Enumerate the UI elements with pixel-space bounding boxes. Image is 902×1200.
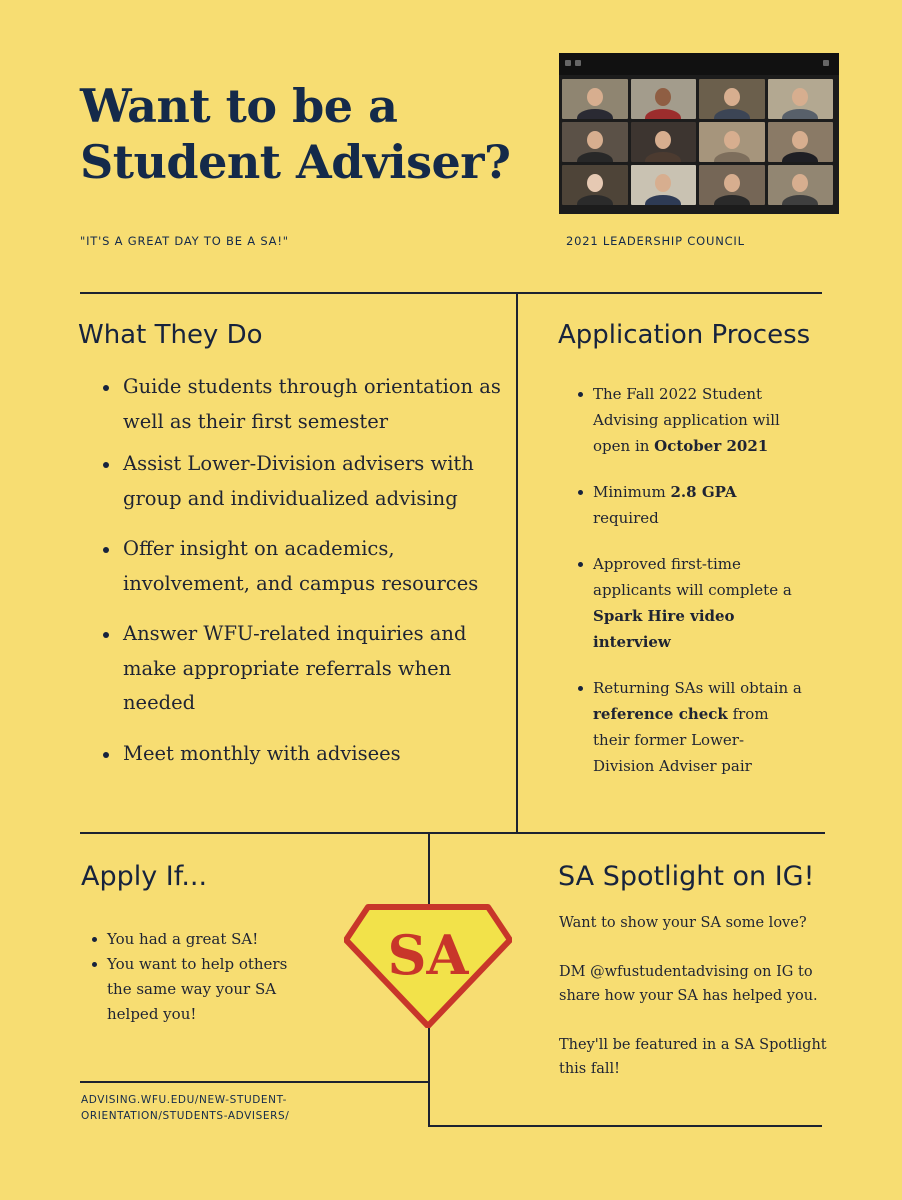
section-heading-spotlight: SA Spotlight on IG!: [558, 861, 815, 892]
video-tile: [699, 165, 765, 205]
photo-caption: 2021 LEADERSHIP COUNCIL: [566, 234, 745, 248]
spotlight-paragraph: DM @wfustudentadvising on IG to share how your SA has helped you.: [559, 963, 818, 1004]
list-item: You had a great SA!: [107, 927, 307, 952]
sa-shield-logo-icon: [344, 904, 512, 1028]
tagline: "IT'S A GREAT DAY TO BE A SA!": [80, 234, 289, 248]
list-item: Guide students through orientation as well as their first semester: [123, 370, 503, 439]
application-process-list: [593, 381, 803, 799]
divider: [80, 292, 822, 294]
what-they-do-list: [123, 370, 503, 771]
list-item: The Fall 2022 Student Advising application will open in October 2021: [593, 381, 803, 459]
divider: [516, 293, 518, 832]
list-item: Offer insight on academics, involvement, and campus resources: [123, 532, 503, 601]
video-tile: [631, 165, 697, 205]
spotlight-paragraph: Want to show your SA some love?: [559, 915, 807, 931]
video-tile: [631, 122, 697, 162]
list-item: Minimum 2.8 GPA required: [593, 479, 803, 531]
video-tile: [631, 79, 697, 119]
spotlight-paragraph: They'll be featured in a SA Spotlight this fall!: [559, 1036, 827, 1077]
page-title: Want to be a Student Adviser?: [80, 79, 511, 189]
divider: [80, 832, 825, 834]
section-heading-application-process: Application Process: [558, 320, 811, 350]
video-tile: [562, 79, 628, 119]
apply-if-list: [107, 927, 307, 1027]
video-call-grid: [562, 79, 836, 205]
website-url: ADVISING.WFU.EDU/NEW-STUDENT-ORIENTATION/STUDENTS-ADVISERS/: [81, 1094, 290, 1122]
video-tile: [768, 79, 834, 119]
section-heading-apply-if: Apply If...: [81, 861, 208, 892]
video-tile: [768, 122, 834, 162]
list-item: Meet monthly with advisees: [123, 737, 503, 772]
video-tile: [699, 122, 765, 162]
video-tile: [768, 165, 834, 205]
logo-text: SA: [387, 923, 469, 987]
video-tile: [699, 79, 765, 119]
section-heading-what-they-do: What They Do: [78, 320, 263, 350]
video-tile: [562, 122, 628, 162]
list-item: Assist Lower-Division advisers with group and individualized advising: [123, 447, 503, 516]
list-item: Returning SAs will obtain a reference check from their former Lower-Division Adviser pair: [593, 675, 803, 779]
list-item: Answer WFU-related inquiries and make appropriate referrals when needed: [123, 617, 503, 721]
divider: [428, 1125, 822, 1127]
divider: [80, 1081, 428, 1083]
list-item: Approved first-time applicants will complete a Spark Hire video interview: [593, 551, 803, 655]
list-item: You want to help others the same way your SA helped you!: [107, 952, 307, 1027]
spotlight-text: [559, 911, 849, 1106]
video-call-toolbar: [559, 53, 839, 75]
group-video-call-photo: [559, 53, 839, 214]
video-tile: [562, 165, 628, 205]
